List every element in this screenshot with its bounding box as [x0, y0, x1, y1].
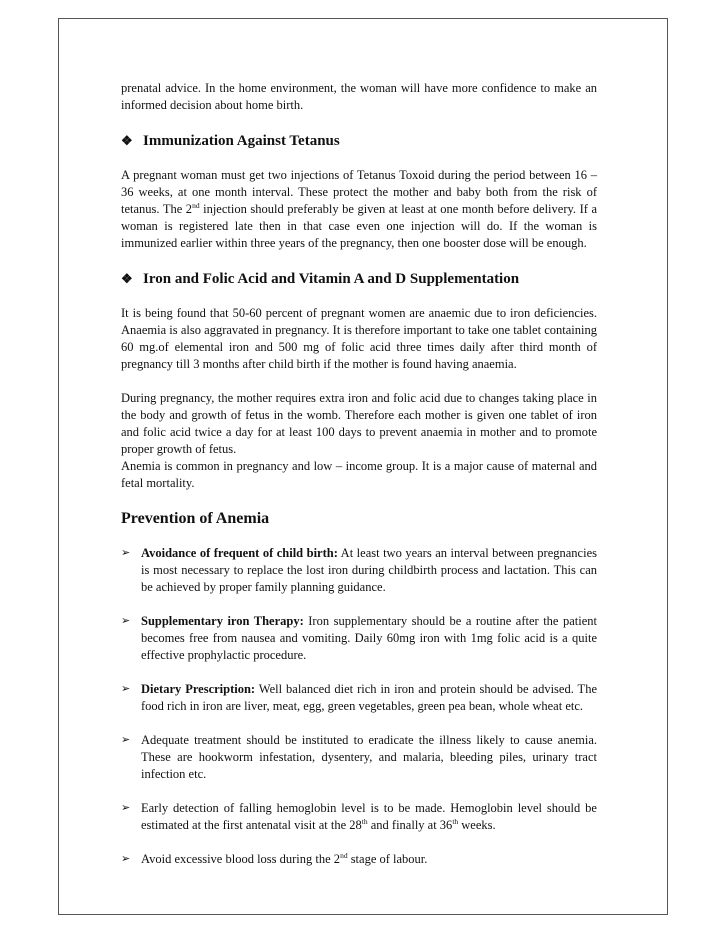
list-item-text: Avoid excessive blood loss during the 2: [141, 852, 341, 866]
list-item-text: stage of labour.: [347, 852, 428, 866]
list-item-bold: Avoidance of frequent of child birth:: [141, 546, 338, 560]
intro-paragraph: prenatal advice. In the home environment, the woman will have more confidence to make an informed decision about home birth.: [121, 81, 597, 112]
arrow-bullet-icon: ➢: [121, 683, 131, 695]
diamond-bullet-icon: ❖: [121, 271, 133, 286]
iron-paragraph-1: It is being found that 50-60 percent of pregnant women are anaemic due to iron deficiencies. Anaemia is also aggravated in pregnancy. It is therefore important to take one tablet containing 60 mg.of elemental iron and 500 mg of folic acid three times daily after third month of pregnancy till 3 months after child birth if the mother is found having anaemia.: [121, 306, 597, 371]
tetanus-text-a: A pregnant woman must get two injections of Tetanus Toxoid during the period between 16 – 36 weeks, at one month interval. These protect the mother and baby both from the risk of tetanus. The 2: [121, 168, 597, 216]
list-item-text: At least two years an interval between pregnancies is most necessary to replace the lost iron during childbirth process and lactation. This can be achieved by proper family planning guidance.: [141, 546, 597, 594]
tetanus-text-b: injection should preferably be given at least at one month before delivery. If a woman is registered late then in that case even one injection will do. If the woman is immunized earlier within three years of the pregnancy, then one booster dose will be enough.: [121, 202, 597, 250]
sup: th: [452, 816, 459, 826]
list-item-bold: Dietary Prescription:: [141, 682, 256, 696]
list-item: [121, 732, 597, 783]
arrow-bullet-icon: ➢: [121, 734, 131, 746]
prevention-list: [121, 545, 597, 868]
tetanus-paragraph: [121, 167, 597, 252]
list-item-bold: Supplementary iron Therapy:: [141, 614, 304, 628]
list-item-text: and finally at 36: [367, 818, 453, 832]
tetanus-heading: [121, 131, 597, 151]
iron-paragraph-3: Anemia is common in pregnancy and low – income group. It is a major cause of maternal and fetal mortality.: [121, 459, 597, 490]
list-item-text: Iron supplementary should be a routine after the patient becomes free from nausea and vomiting. Daily 60mg iron with 1mg folic acid is a quite effective prophylactic procedure.: [141, 614, 597, 662]
prevention-heading: Prevention of Anemia: [121, 510, 270, 527]
arrow-bullet-icon: ➢: [121, 547, 131, 559]
list-item: [121, 613, 597, 664]
list-item-text: weeks.: [458, 818, 496, 832]
tetanus-sup: nd: [192, 200, 200, 210]
arrow-bullet-icon: ➢: [121, 615, 131, 627]
list-item: [121, 545, 597, 596]
list-item: [121, 681, 597, 715]
list-item: [121, 800, 597, 834]
iron-heading: [121, 269, 597, 289]
sup: nd: [340, 850, 348, 860]
sup: th: [361, 816, 368, 826]
list-item-text: Well balanced diet rich in iron and protein should be advised. The food rich in iron are liver, meat, egg, green vegetables, green pea bean, whole wheat etc.: [141, 682, 597, 713]
arrow-bullet-icon: ➢: [121, 853, 131, 865]
tetanus-heading-text: Immunization Against Tetanus: [143, 133, 340, 149]
list-item: [121, 851, 597, 868]
iron-paragraph-2: During pregnancy, the mother requires extra iron and folic acid due to changes taking place in the body and growth of fetus in the womb. Therefore each mother is given one tablet of iron and folic acid twice a day for at least 100 days to prevent anaemia in mother and to promote proper growth of fetus.: [121, 391, 597, 456]
iron-heading-text: Iron and Folic Acid and Vitamin A and D Supplementation: [143, 271, 520, 287]
list-item-text: Adequate treatment should be instituted to eradicate the illness likely to cause anemia. These are hookworm infestation, dysentery, and malaria, bleeding piles, urinary tract infection etc.: [141, 733, 597, 781]
arrow-bullet-icon: ➢: [121, 802, 131, 814]
diamond-bullet-icon: ❖: [121, 133, 133, 148]
document-body: [121, 80, 597, 868]
list-item-text: Early detection of falling hemoglobin level is to be made. Hemoglobin level should be estimated at the first antenatal visit at the 28: [141, 801, 597, 832]
